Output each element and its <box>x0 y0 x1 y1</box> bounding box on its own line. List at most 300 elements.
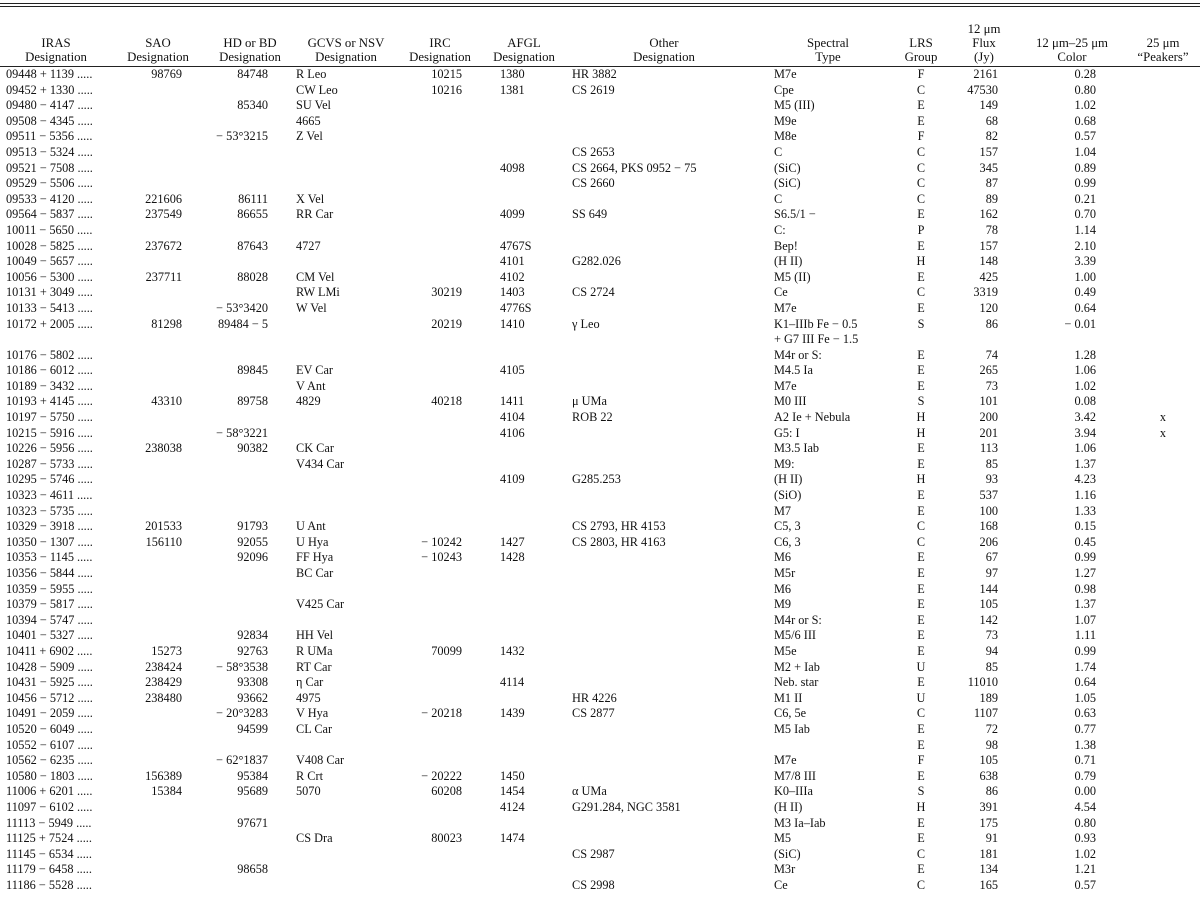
cell-hd-bd-designation: 89758 <box>237 394 268 409</box>
cell-peaker-mark <box>1126 784 1200 800</box>
cell-spectral-type: M6 <box>774 550 792 565</box>
cell-gcvs-nsv-designation <box>296 161 396 177</box>
cell-peaker-mark <box>1126 223 1200 239</box>
header-line: Type <box>815 50 841 64</box>
header-line: LRS <box>909 36 933 50</box>
cell-color-12-25um <box>1018 332 1126 348</box>
cell-iras-designation: 10323 − 5735 ..... <box>6 503 93 518</box>
cell-iras-designation: 10189 − 3432 ..... <box>6 378 93 393</box>
cell-irc-designation <box>396 800 484 816</box>
cell-sao-designation <box>112 98 204 114</box>
cell-sao-designation <box>112 129 204 145</box>
cell-gcvs-nsv-designation: EV Car <box>296 363 333 378</box>
cell-sao-designation: 221606 <box>145 191 182 206</box>
cell-irc-designation <box>396 457 484 473</box>
cell-other-designation: G291.284, NGC 3581 <box>572 799 681 814</box>
cell-irc-designation: − 20218 <box>421 706 462 721</box>
cell-hd-bd-designation: 98658 <box>237 862 268 877</box>
cell-lrs-group: E <box>917 347 925 362</box>
cell-flux-12um: 113 <box>980 441 998 456</box>
cell-flux-12um: 85 <box>985 456 998 471</box>
table-row <box>0 675 1200 691</box>
cell-spectral-type: C <box>774 191 783 206</box>
cell-lrs-group: C <box>916 285 926 300</box>
table-row <box>0 628 1200 644</box>
cell-irc-designation <box>396 114 484 130</box>
cell-spectral-type: Cpe <box>774 82 794 97</box>
cell-hd-bd-designation <box>204 348 296 364</box>
cell-other-designation: CS 2987 <box>572 846 615 861</box>
cell-lrs-group: E <box>917 768 925 783</box>
cell-iras-designation: 10186 − 6012 ..... <box>6 363 93 378</box>
cell-sao-designation <box>112 566 204 582</box>
cell-peaker-mark <box>1126 519 1200 535</box>
cell-afgl-designation <box>484 488 564 504</box>
cell-irc-designation: 70099 <box>431 643 462 658</box>
cell-iras-designation: 10456 − 5712 ..... <box>6 690 93 705</box>
cell-spectral-type: (H II) <box>774 799 803 814</box>
cell-sao-designation: 238424 <box>145 659 182 674</box>
cell-lrs-group: E <box>917 207 925 222</box>
cell-gcvs-nsv-designation: 4975 <box>296 690 321 705</box>
cell-color-12-25um: 1.37 <box>1074 597 1096 612</box>
cell-sao-designation <box>112 161 204 177</box>
cell-other-designation <box>564 582 764 598</box>
cell-iras-designation: 09529 − 5506 ..... <box>6 176 93 191</box>
header-line: 25 μm <box>1146 36 1180 50</box>
cell-afgl-designation <box>484 613 564 629</box>
cell-flux-12um: 345 <box>979 160 998 175</box>
table-row <box>0 582 1200 598</box>
cell-irc-designation <box>396 862 484 878</box>
cell-irc-designation <box>396 426 484 442</box>
cell-hd-bd-designation <box>204 472 296 488</box>
cell-peaker-mark <box>1126 379 1200 395</box>
cell-color-12-25um: 0.80 <box>1074 815 1096 830</box>
cell-afgl-designation <box>484 114 564 130</box>
cell-afgl-designation: 4105 <box>500 363 525 378</box>
cell-peaker-mark <box>1126 862 1200 878</box>
cell-hd-bd-designation: − 53°3420 <box>216 300 268 315</box>
header-line: IRAS <box>41 36 71 50</box>
cell-afgl-designation <box>484 597 564 613</box>
cell-sao-designation: 15384 <box>151 784 182 799</box>
cell-spectral-type: M9: <box>774 456 795 471</box>
cell-gcvs-nsv-designation: 4665 <box>296 113 321 128</box>
cell-flux-12um: 148 <box>979 254 998 269</box>
table-row <box>0 831 1200 847</box>
cell-lrs-group: E <box>917 721 925 736</box>
table-row <box>0 129 1200 145</box>
cell-peaker-mark <box>1126 394 1200 410</box>
cell-peaker-mark <box>1126 753 1200 769</box>
cell-spectral-type: M8e <box>774 129 797 144</box>
table-row <box>0 332 1200 348</box>
table-row <box>0 472 1200 488</box>
cell-irc-designation <box>396 582 484 598</box>
col-header-sao <box>112 8 204 67</box>
cell-peaker-mark <box>1126 145 1200 161</box>
cell-hd-bd-designation: 90382 <box>237 441 268 456</box>
cell-hd-bd-designation <box>204 161 296 177</box>
cell-color-12-25um: 0.77 <box>1074 721 1096 736</box>
cell-gcvs-nsv-designation <box>296 332 396 348</box>
cell-iras-designation: 09452 + 1330 ..... <box>6 82 93 97</box>
cell-color-12-25um: 1.27 <box>1074 566 1096 580</box>
cell-sao-designation: 238480 <box>145 690 182 705</box>
cell-afgl-designation <box>484 878 564 894</box>
cell-hd-bd-designation: 93662 <box>237 690 268 705</box>
cell-afgl-designation <box>484 816 564 832</box>
cell-flux-12um: 189 <box>979 690 998 705</box>
cell-spectral-type: M5 Iab <box>774 721 810 736</box>
cell-irc-designation: 30219 <box>431 285 462 300</box>
cell-gcvs-nsv-designation: CW Leo <box>296 82 338 97</box>
cell-irc-designation <box>396 488 484 504</box>
cell-hd-bd-designation <box>204 488 296 504</box>
cell-lrs-group: C <box>916 160 926 175</box>
cell-afgl-designation: 4114 <box>500 675 525 690</box>
cell-afgl-designation: 4102 <box>500 269 525 284</box>
cell-flux-12um: 157 <box>979 144 998 159</box>
cell-spectral-type: C6, 3 <box>774 534 801 549</box>
cell-flux-12um: 105 <box>979 753 998 768</box>
cell-flux-12um: 47530 <box>967 82 998 97</box>
cell-color-12-25um: 4.54 <box>1074 799 1096 814</box>
cell-peaker-mark <box>1126 691 1200 707</box>
cell-lrs-group: H <box>916 799 926 814</box>
cell-gcvs-nsv-designation: HH Vel <box>296 628 334 643</box>
table-row <box>0 254 1200 270</box>
cell-sao-designation <box>112 753 204 769</box>
cell-lrs-group: E <box>917 643 925 658</box>
cell-afgl-designation <box>484 738 564 754</box>
cell-gcvs-nsv-designation <box>296 254 396 270</box>
cell-peaker-mark <box>1126 535 1200 551</box>
cell-other-designation <box>564 441 764 457</box>
cell-irc-designation <box>396 223 484 239</box>
cell-flux-12um: 78 <box>985 222 998 237</box>
cell-flux-12um: 74 <box>985 347 998 362</box>
cell-hd-bd-designation: 89484 − 5 <box>218 316 268 331</box>
table-body <box>0 67 1200 893</box>
cell-afgl-designation: 4104 <box>500 410 525 425</box>
cell-sao-designation: 15273 <box>151 643 182 658</box>
cell-flux-12um: 157 <box>979 238 998 253</box>
cell-hd-bd-designation <box>204 114 296 130</box>
cell-flux-12um: 105 <box>979 597 998 612</box>
cell-iras-designation: 10176 − 5802 ..... <box>6 347 93 362</box>
cell-other-designation <box>564 239 764 255</box>
cell-iras-designation: 10056 − 5300 ..... <box>6 269 93 284</box>
table-row <box>0 504 1200 520</box>
cell-hd-bd-designation: 84748 <box>237 67 268 81</box>
cell-afgl-designation: 1439 <box>500 706 525 721</box>
cell-afgl-designation: 4098 <box>500 160 525 175</box>
cell-peaker-mark <box>1126 582 1200 598</box>
cell-gcvs-nsv-designation: R UMa <box>296 643 333 658</box>
table-row <box>0 83 1200 99</box>
cell-sao-designation: 237711 <box>145 269 182 284</box>
table-row <box>0 878 1200 894</box>
cell-iras-designation: 10401 − 5327 ..... <box>6 628 93 643</box>
cell-spectral-type: M7e <box>774 753 797 768</box>
cell-irc-designation <box>396 239 484 255</box>
cell-peaker-mark <box>1126 566 1200 582</box>
table-row <box>0 98 1200 114</box>
cell-spectral-type: M6 <box>774 581 792 596</box>
cell-other-designation: G285.253 <box>572 472 621 487</box>
cell-sao-designation: 201533 <box>145 519 182 534</box>
col-header-iras <box>0 8 112 67</box>
cell-lrs-group: E <box>917 862 925 877</box>
cell-other-designation: μ UMa <box>572 394 607 409</box>
cell-lrs-group: E <box>917 503 925 518</box>
cell-irc-designation <box>396 504 484 520</box>
table-row <box>0 301 1200 317</box>
cell-hd-bd-designation <box>204 223 296 239</box>
cell-flux-12um: 73 <box>985 378 998 393</box>
table-row <box>0 223 1200 239</box>
cell-lrs-group: U <box>916 659 926 674</box>
cell-afgl-designation: 4767S <box>500 238 532 253</box>
cell-peaker-mark <box>1126 67 1200 83</box>
cell-lrs-group: H <box>916 254 926 269</box>
header-line: GCVS or NSV <box>307 36 385 50</box>
cell-lrs-group: E <box>917 238 925 253</box>
cell-color-12-25um: 0.64 <box>1074 675 1096 690</box>
cell-spectral-type: M7 <box>774 503 792 518</box>
cell-irc-designation <box>396 301 484 317</box>
cell-lrs-group: P <box>917 222 925 237</box>
cell-hd-bd-designation: 92096 <box>237 550 268 565</box>
cell-irc-designation <box>396 379 484 395</box>
cell-peaker-mark <box>1126 816 1200 832</box>
cell-irc-designation <box>396 597 484 613</box>
cell-flux-12um <box>950 332 1018 348</box>
cell-gcvs-nsv-designation: V408 Car <box>296 753 345 768</box>
cell-irc-designation <box>396 270 484 286</box>
header-line: Other <box>649 36 679 50</box>
cell-iras-designation: 10323 − 4611 ..... <box>6 488 93 503</box>
cell-irc-designation <box>396 519 484 535</box>
cell-spectral-type: Ce <box>774 877 788 892</box>
cell-lrs-group: F <box>917 753 925 768</box>
cell-spectral-type: M7e <box>774 300 797 315</box>
cell-spectral-type: M0 III <box>774 394 807 409</box>
cell-irc-designation <box>396 410 484 426</box>
cell-spectral-type: Bep! <box>774 238 798 253</box>
table-row <box>0 176 1200 192</box>
cell-afgl-designation: 1474 <box>500 831 525 846</box>
cell-sao-designation <box>112 176 204 192</box>
cell-peaker-mark <box>1126 738 1200 754</box>
cell-iras-designation: 10011 − 5650 ..... <box>6 222 93 237</box>
cell-color-12-25um: 0.45 <box>1074 534 1096 549</box>
cell-peaker-mark <box>1126 597 1200 613</box>
cell-peaker-mark <box>1126 192 1200 208</box>
cell-irc-designation <box>396 145 484 161</box>
table-row <box>0 457 1200 473</box>
col-header-gcvs <box>296 8 396 67</box>
cell-lrs-group: H <box>916 425 926 440</box>
cell-sao-designation <box>112 550 204 566</box>
cell-peaker-mark <box>1126 800 1200 816</box>
header-line: HD or BD <box>223 36 277 50</box>
cell-gcvs-nsv-designation <box>296 223 396 239</box>
cell-gcvs-nsv-designation <box>296 878 396 894</box>
cell-lrs-group: F <box>917 67 925 81</box>
header-line: Designation <box>493 50 555 64</box>
cell-lrs-group: C <box>916 144 926 159</box>
cell-color-12-25um: 1.00 <box>1074 269 1096 284</box>
cell-peaker-mark <box>1126 644 1200 660</box>
cell-iras-designation: 09521 − 7508 ..... <box>6 160 93 175</box>
cell-gcvs-nsv-designation: U Ant <box>296 519 326 534</box>
cell-afgl-designation <box>484 691 564 707</box>
cell-gcvs-nsv-designation: 4727 <box>296 238 321 253</box>
cell-lrs-group: E <box>917 456 925 471</box>
cell-flux-12um: 165 <box>979 877 998 892</box>
cell-iras-designation: 11186 − 5528 ..... <box>6 877 92 892</box>
cell-hd-bd-designation <box>204 831 296 847</box>
cell-spectral-type: M9 <box>774 597 792 612</box>
cell-lrs-group <box>892 332 950 348</box>
cell-iras-designation: 10172 + 2005 ..... <box>6 316 93 331</box>
cell-spectral-type: K1–IIIb Fe − 0.5 <box>774 316 858 331</box>
header-line: SAO <box>145 36 171 50</box>
cell-irc-designation <box>396 363 484 379</box>
cell-other-designation <box>564 379 764 395</box>
cell-flux-12um: 91 <box>985 831 998 846</box>
cell-flux-12um: 86 <box>985 316 998 331</box>
cell-iras-designation: 10226 − 5956 ..... <box>6 441 93 456</box>
cell-irc-designation <box>396 129 484 145</box>
cell-afgl-designation: 1411 <box>500 394 525 409</box>
cell-peaker-mark <box>1126 441 1200 457</box>
cell-sao-designation <box>112 457 204 473</box>
cell-color-12-25um: − 0.01 <box>1064 316 1096 331</box>
cell-flux-12um: 391 <box>979 799 998 814</box>
cell-irc-designation <box>396 348 484 364</box>
col-header-afgl <box>484 8 564 67</box>
cell-flux-12um: 100 <box>979 503 998 518</box>
cell-gcvs-nsv-designation: FF Hya <box>296 550 334 565</box>
cell-spectral-type: (H II) <box>774 472 803 487</box>
cell-color-12-25um: 0.63 <box>1074 706 1096 721</box>
cell-hd-bd-designation: 95689 <box>237 784 268 799</box>
cell-flux-12um: 3319 <box>973 285 998 300</box>
cell-iras-designation: 10491 − 2059 ..... <box>6 706 93 721</box>
table-row <box>0 722 1200 738</box>
cell-afgl-designation <box>484 566 564 582</box>
cell-hd-bd-designation: 91793 <box>237 519 268 534</box>
cell-afgl-designation: 1427 <box>500 534 525 549</box>
table-row <box>0 535 1200 551</box>
cell-sao-designation <box>112 363 204 379</box>
table-row <box>0 847 1200 863</box>
cell-afgl-designation: 1410 <box>500 316 525 331</box>
cell-iras-designation: 11145 − 6534 ..... <box>6 846 92 861</box>
col-header-lrs-group <box>892 8 950 67</box>
cell-gcvs-nsv-designation <box>296 426 396 442</box>
header-line: IRC <box>429 36 451 50</box>
cell-flux-12um: 142 <box>979 612 998 627</box>
cell-peaker-mark <box>1126 457 1200 473</box>
cell-afgl-designation <box>484 145 564 161</box>
cell-gcvs-nsv-designation: η Car <box>296 675 324 690</box>
cell-iras-designation: 10028 − 5825 ..... <box>6 238 93 253</box>
cell-lrs-group: E <box>917 488 925 503</box>
cell-peaker-mark <box>1126 504 1200 520</box>
cell-irc-designation <box>396 332 484 348</box>
cell-spectral-type: (SiO) <box>774 488 802 503</box>
cell-sao-designation <box>112 722 204 738</box>
cell-iras-designation <box>0 332 112 348</box>
cell-flux-12um: 175 <box>979 815 998 830</box>
cell-other-designation <box>564 504 764 520</box>
cell-color-12-25um: 1.11 <box>1074 628 1096 643</box>
cell-peaker-mark <box>1126 706 1200 722</box>
cell-iras-designation: 10580 − 1803 ..... <box>6 768 93 783</box>
cell-spectral-type: M5 (III) <box>774 98 815 113</box>
cell-iras-designation: 11006 + 6201 ..... <box>6 784 93 799</box>
table-row <box>0 379 1200 395</box>
cell-iras-designation: 10295 − 5746 ..... <box>6 472 93 487</box>
cell-iras-designation: 10350 − 1307 ..... <box>6 534 93 549</box>
cell-gcvs-nsv-designation <box>296 738 396 754</box>
cell-hd-bd-designation <box>204 83 296 99</box>
cell-hd-bd-designation: − 58°3221 <box>216 425 268 440</box>
cell-afgl-designation: 4109 <box>500 472 525 487</box>
cell-other-designation <box>564 722 764 738</box>
cell-hd-bd-designation <box>204 847 296 863</box>
cell-spectral-type: C6, 5e <box>774 706 807 721</box>
top-rule <box>0 3 1200 4</box>
cell-irc-designation <box>396 207 484 223</box>
table-row <box>0 644 1200 660</box>
cell-lrs-group: E <box>917 113 925 128</box>
cell-gcvs-nsv-designation: R Leo <box>296 67 327 81</box>
cell-hd-bd-designation <box>204 613 296 629</box>
cell-other-designation: CS 2724 <box>572 285 615 300</box>
header-line: Color <box>1057 50 1087 64</box>
table-row <box>0 800 1200 816</box>
cell-iras-designation: 09480 − 4147 ..... <box>6 98 93 113</box>
cell-sao-designation <box>112 426 204 442</box>
cell-sao-designation <box>112 348 204 364</box>
cell-color-12-25um: 2.10 <box>1074 238 1096 253</box>
table-row <box>0 285 1200 301</box>
cell-hd-bd-designation <box>204 457 296 473</box>
cell-iras-designation: 11097 − 6102 ..... <box>6 799 93 814</box>
cell-lrs-group: F <box>917 129 925 144</box>
cell-irc-designation: 60208 <box>431 784 462 799</box>
cell-peaker-mark <box>1126 114 1200 130</box>
cell-other-designation <box>564 831 764 847</box>
table-row <box>0 67 1200 83</box>
cell-spectral-type: C: <box>774 222 786 237</box>
cell-afgl-designation <box>484 332 564 348</box>
cell-hd-bd-designation: 89845 <box>237 363 268 378</box>
cell-other-designation: γ Leo <box>572 316 600 331</box>
cell-hd-bd-designation <box>204 878 296 894</box>
cell-afgl-designation: 1381 <box>500 82 525 97</box>
cell-irc-designation <box>396 161 484 177</box>
cell-gcvs-nsv-designation: BC Car <box>296 566 334 580</box>
cell-afgl-designation: 4101 <box>500 254 525 269</box>
cell-gcvs-nsv-designation: W Vel <box>296 300 327 315</box>
